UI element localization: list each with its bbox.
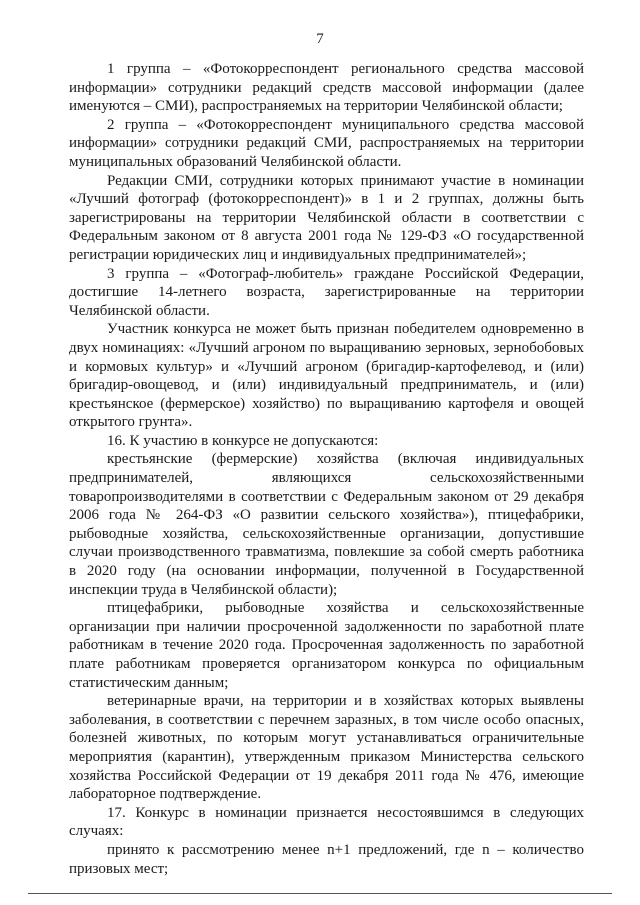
document-body: [69, 60, 584, 878]
paragraph-exclusion-veterinarians: ветеринарные врачи, на территории и в хозяйствах которых выявлены заболевания, в соответствии с перечнем заразных, в том числе особо опасных, болезней животных, по которым могут устанавливаться ограничительные мероприятия (карантин), утвержденным приказом Министерства сельского хозяйства Российской Федерации от 19 декабря 2011 года № 476, имеющие лабораторное подтверждение.: [69, 693, 584, 803]
paragraph-group-2: 2 группа – «Фотокорреспондент муниципального средства массовой информации» сотрудники редакций СМИ, распространяемых на территории муниципальных образований Челябинской области.: [69, 116, 584, 170]
paragraph-group-1: 1 группа – «Фотокорреспондент регионального средства массовой информации» сотрудники редакций средств массовой информации (далее именуются – СМИ), распространяемых на территории Челябинской области;: [69, 61, 584, 115]
page-number: 7: [316, 31, 324, 47]
paragraph-exclusion-farms: крестьянские (фермерские) хозяйства (включая индивидуальных предпринимателей, являющихся сельскохозяйственными товаропроизводителями в соответствии с Федеральным законом от 29 декабря 2006 года № 264-ФЗ «О развитии сельского хозяйства»), птицефабрики, рыбоводные хозяйства, сельскохозяйственные организации, допустившие случаи производственного травматизма, повлекшие за собой смерть работника в 2020 году (на основании информации, полученной в Государственной инспекции труда в Челябинской области);: [69, 451, 584, 598]
paragraph-failed-contest-condition: принято к рассмотрению менее n+1 предложений, где n – количество призовых мест;: [69, 841, 584, 877]
paragraph-group-3: 3 группа – «Фотограф-любитель» граждане Российской Федерации, достигшие 14-летнего возраста, зарегистрированные на территории Челябинской области.: [69, 265, 584, 319]
paragraph-exclusion-wage-arrears: птицефабрики, рыбоводные хозяйства и сельскохозяйственные организации при наличии просроченной задолженности по заработной плате работникам в течение 2020 года. Просроченная задолженность по заработной плате работникам проверяется организатором конкурса по официальным статистическим данным;: [69, 600, 584, 691]
paragraph-single-nomination-rule: Участник конкурса не может быть признан победителем одновременно в двух номинациях: «Лучший агроном по выращиванию зерновых, зернобобовых и кормовых культур» и «Лучший агроном (бригадир-картофелевод, и (или) бригадир-овощевод, и (или) индивидуальный предприниматель, и (или) крестьянское (фермерское) хозяйство) по выращиванию картофеля и овощей открытого грунта».: [69, 321, 584, 431]
section-17-heading: 17. Конкурс в номинации признается несостоявшимся в следующих случаях:: [69, 804, 584, 840]
section-16-heading: 16. К участию в конкурсе не допускаются:: [107, 432, 379, 449]
page-bottom-rule: [28, 893, 612, 894]
paragraph-media-registration: Редакции СМИ, сотрудники которых принимают участие в номинации «Лучший фотограф (фотокорреспондент)» в 1 и 2 группах, должны быть зарегистрированы на территории Челябинской области в соответствии с Федеральным законом от 8 августа 2001 года № 129-ФЗ «О государственной регистрации юридических лиц и индивидуальных предпринимателей»;: [69, 172, 584, 263]
